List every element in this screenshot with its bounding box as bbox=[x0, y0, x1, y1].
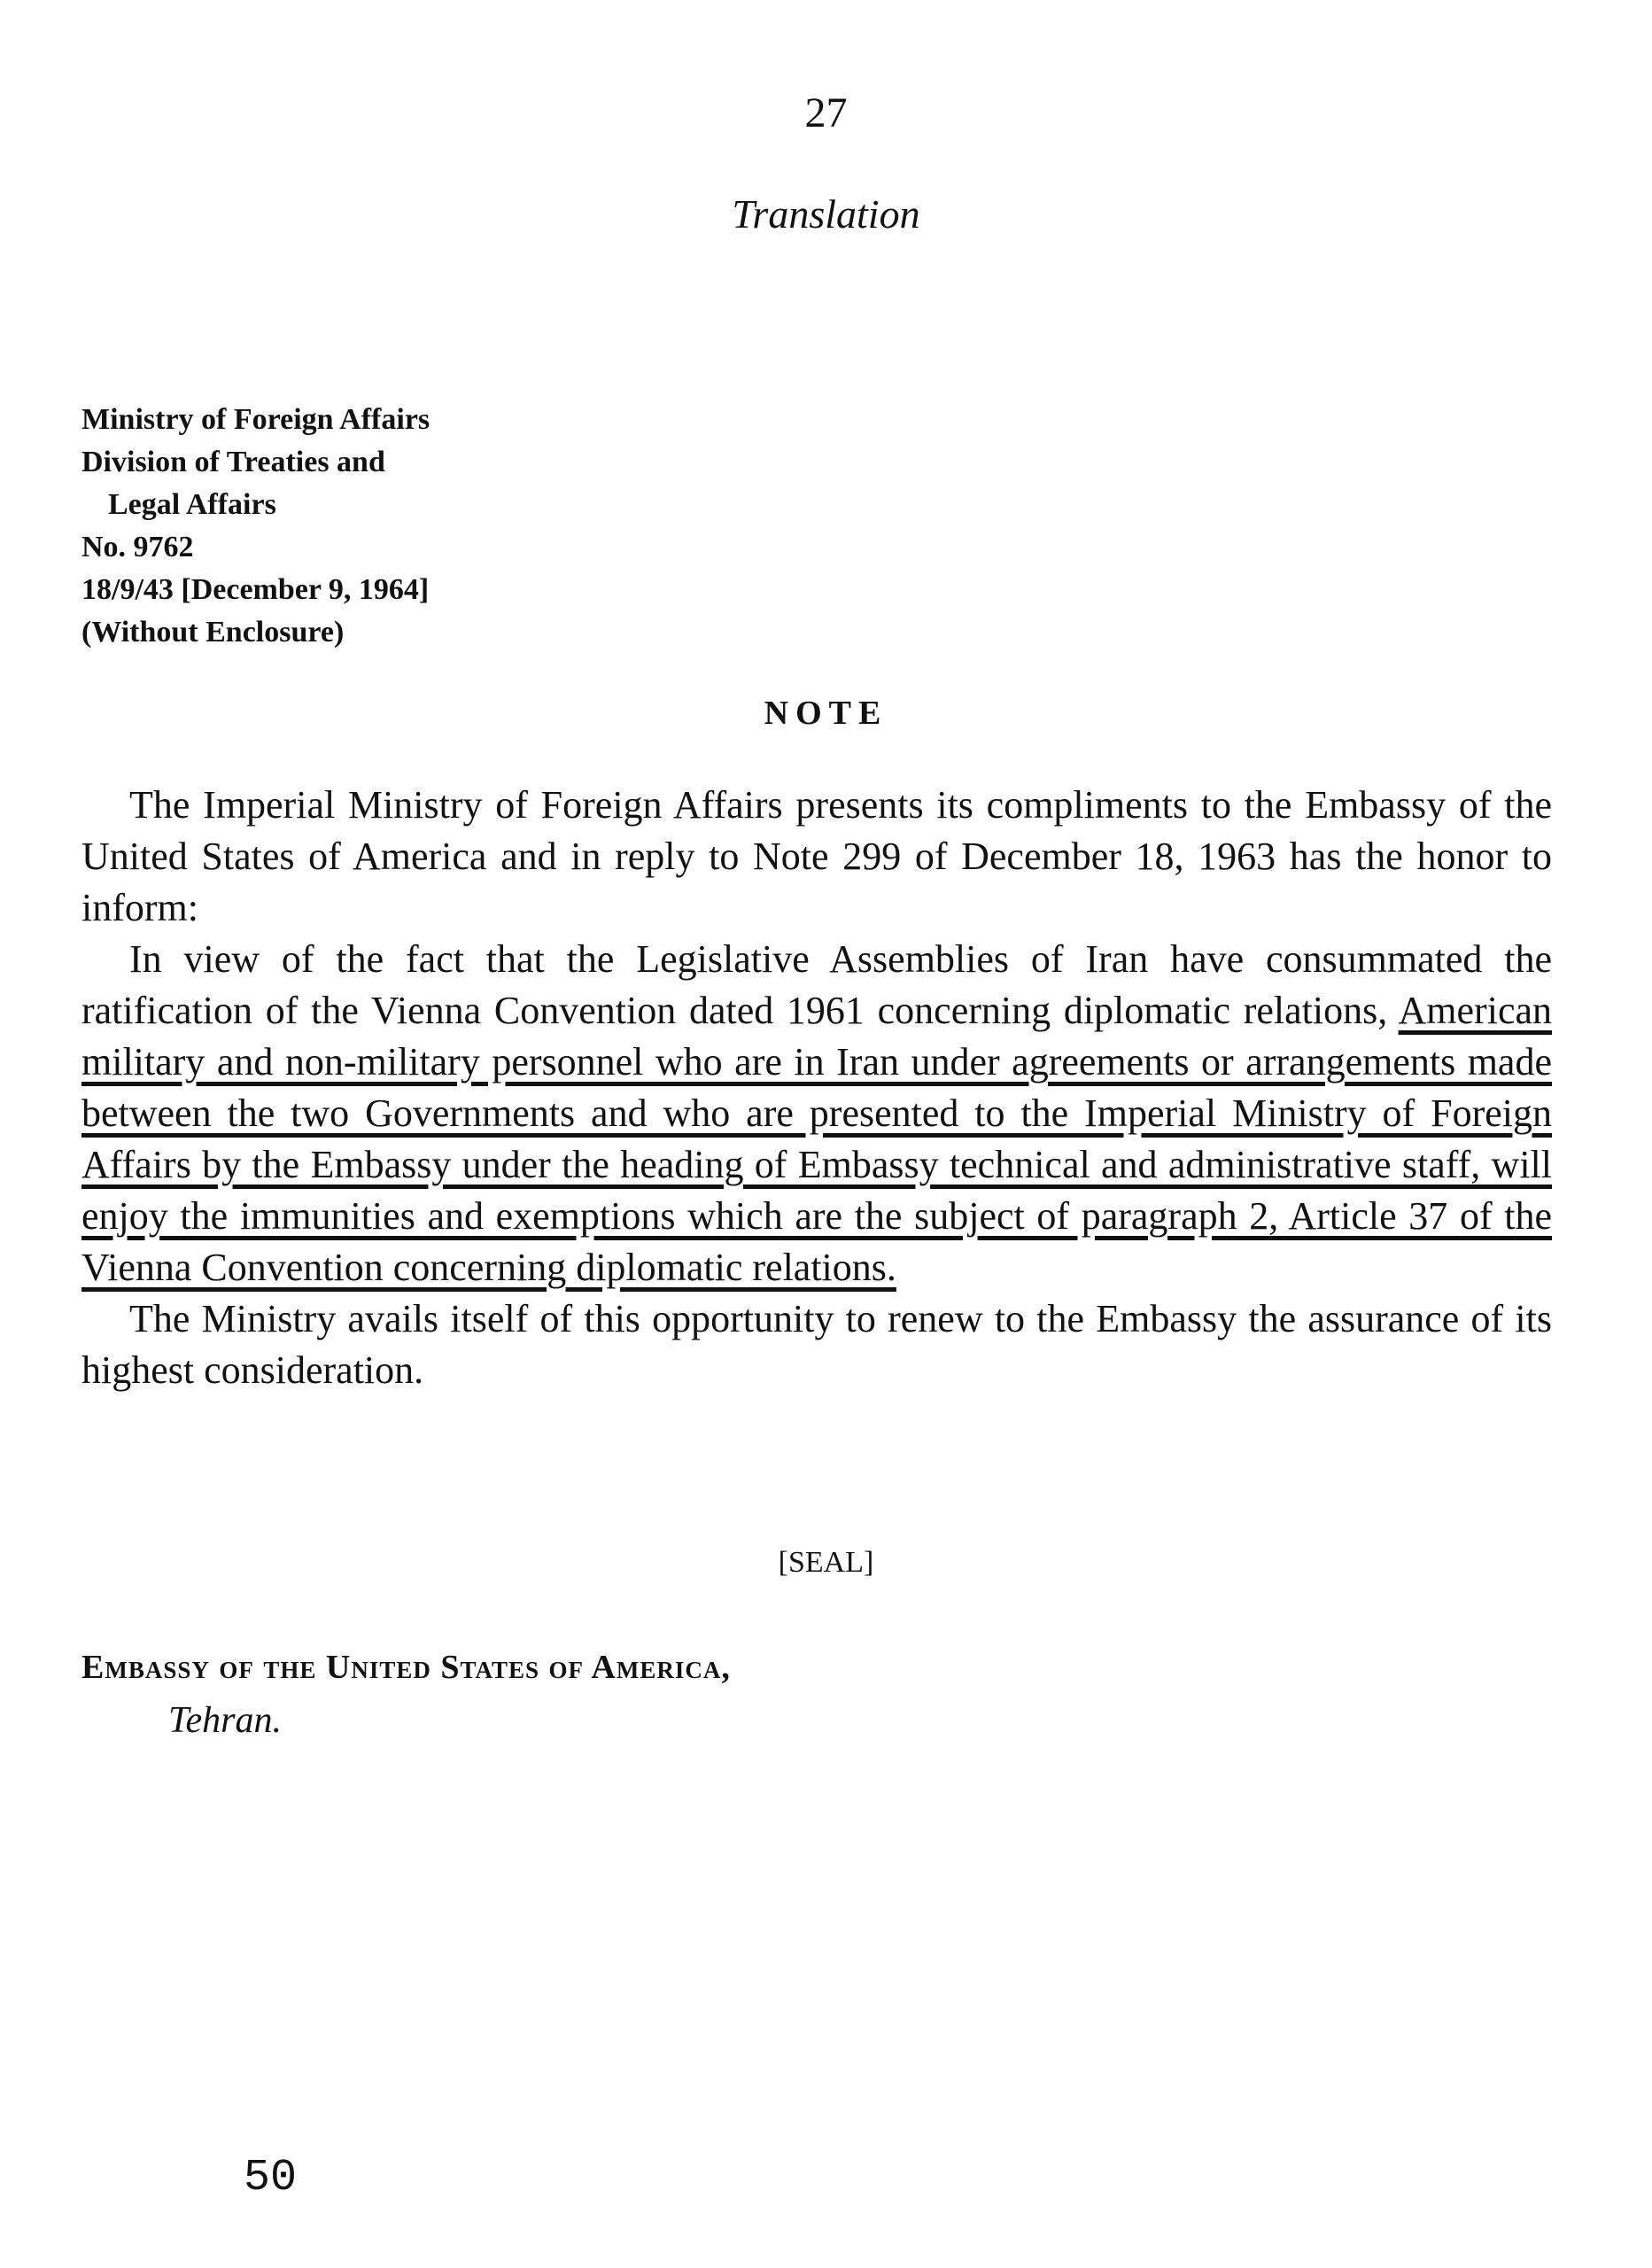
header-line-division: Division of Treaties and bbox=[81, 446, 385, 478]
underlined-immunities-passage: American military and non-military personnel who are in Iran under agreements or arrangements made between the two Governments and who are presented to the Imperial Ministry of Foreign Affairs by the Embassy under the heading of Embassy technical and administrative staff, will enjoy the immunities and exemptions which are the subject of paragraph 2, Article 37 of the Vienna Convention concerning diplomatic relations. bbox=[81, 989, 1552, 1289]
note-title: NOTE bbox=[764, 695, 888, 732]
paragraph-compliments: The Imperial Ministry of Foreign Affairs presents its compliments to the Embassy of the United States of America and in reply to Note 299 of December 18, 1963 has the honor to inform: bbox=[81, 783, 1552, 929]
header-line-enclosure: (Without Enclosure) bbox=[81, 616, 345, 649]
page-number: 27 bbox=[804, 89, 848, 136]
header-line-number: No. 9762 bbox=[81, 531, 194, 563]
header-line-ministry: Ministry of Foreign Affairs bbox=[81, 403, 430, 436]
addressee-name: Embassy of the United States of America, bbox=[81, 1649, 731, 1686]
paragraph-closing: The Ministry avails itself of this opportunity to renew to the Embassy the assurance of its highest consideration. bbox=[81, 1297, 1552, 1392]
note-body bbox=[81, 780, 1552, 1396]
document-type-label: Translation bbox=[732, 191, 920, 237]
seal-marker: [SEAL] bbox=[778, 1546, 874, 1579]
folio-number: 50 bbox=[244, 2153, 298, 2203]
sender-header bbox=[81, 399, 430, 654]
header-line-legal-affairs: Legal Affairs bbox=[108, 488, 276, 521]
paragraph-ratification bbox=[81, 934, 1552, 1293]
header-line-date: 18/9/43 [December 9, 1964] bbox=[81, 573, 430, 606]
paragraph-ratification-intro: In view of the fact that the Legislative Assemblies of Iran have consummated the ratification of the Vienna Convention dated 1961 concerning diplomatic relations, bbox=[81, 937, 1552, 1032]
addressee-city: Tehran. bbox=[168, 1700, 282, 1741]
